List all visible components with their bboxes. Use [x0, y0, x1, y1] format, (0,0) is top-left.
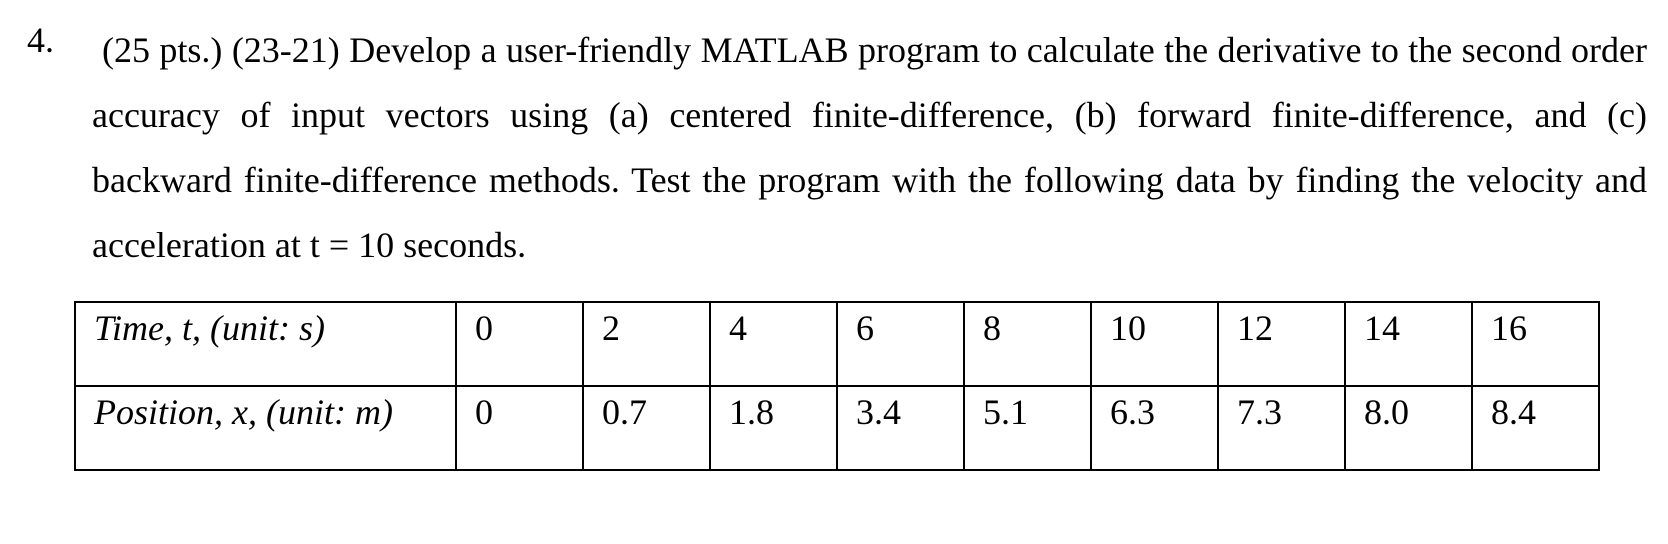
table-cell: 2: [583, 302, 710, 386]
table-cell: 6: [837, 302, 964, 386]
table-cell: 16: [1472, 302, 1599, 386]
table-cell: 0.7: [583, 386, 710, 470]
table-cell: 12: [1218, 302, 1345, 386]
table-cell: 8: [964, 302, 1091, 386]
table-cell: 4: [710, 302, 837, 386]
table-cell: 14: [1345, 302, 1472, 386]
table-cell: 8.0: [1345, 386, 1472, 470]
table-cell: 8.4: [1472, 386, 1599, 470]
row-header-position: Position, x, (unit: m): [75, 386, 456, 470]
table-row-time: [75, 302, 1599, 386]
table-cell: 7.3: [1218, 386, 1345, 470]
table-cell: 5.1: [964, 386, 1091, 470]
table-cell: 0: [456, 386, 583, 470]
row-header-time: Time, t, (unit: s): [75, 302, 456, 386]
table-cell: 3.4: [837, 386, 964, 470]
table-cell: 1.8: [710, 386, 837, 470]
table-cell: 6.3: [1091, 386, 1218, 470]
data-table: [74, 301, 1600, 471]
table-row-position: [75, 386, 1599, 470]
problem-number: 4.: [27, 20, 54, 60]
table-cell: 10: [1091, 302, 1218, 386]
problem-statement: (25 pts.) (23-21) Develop a user-friendly MATLAB program to calculate the derivative to the second order accuracy of input vectors using (a) centered finite-difference, (b) forward finite-difference, and (c) backward finite-difference methods. Test the program with the following data by finding the velocity and acceleration at t = 10 seconds.: [92, 30, 1647, 265]
table-cell: 0: [456, 302, 583, 386]
